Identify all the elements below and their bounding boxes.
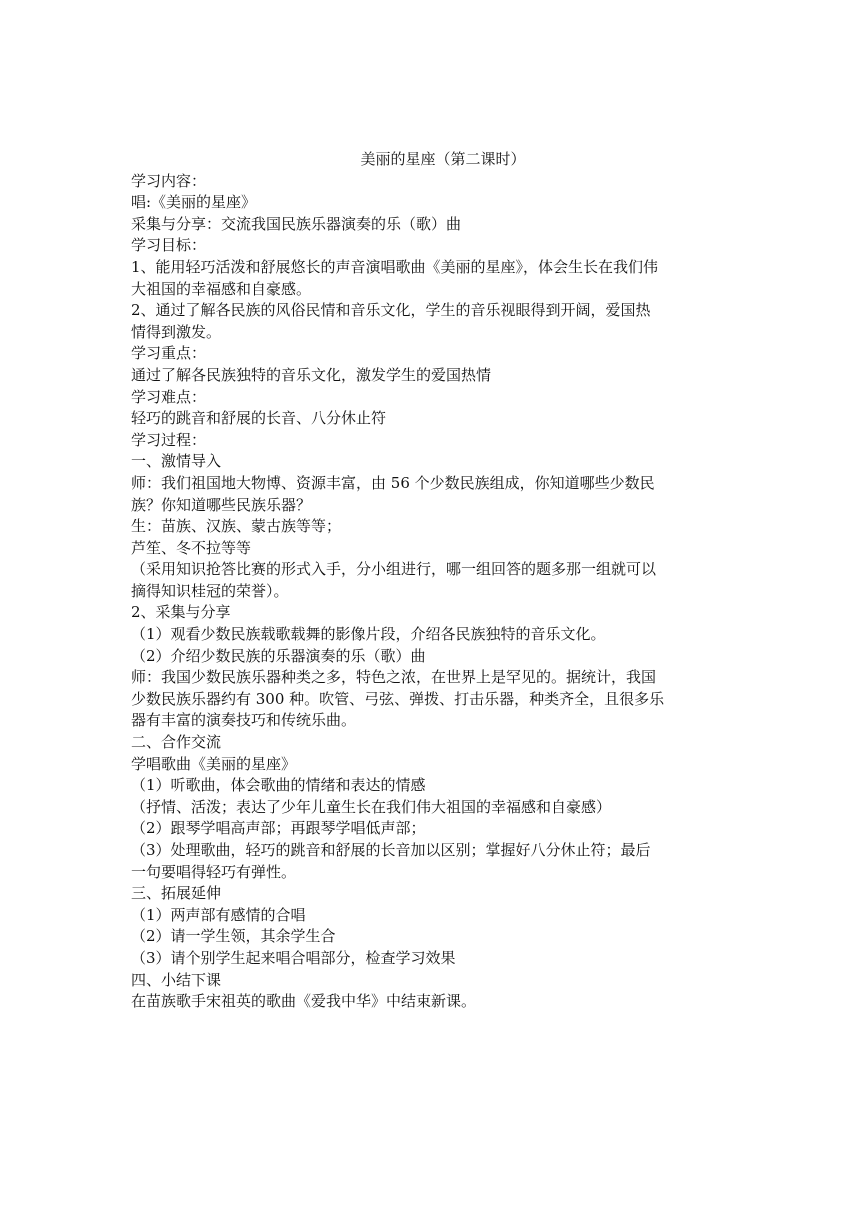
text-line: （采用知识抢答比赛的形式入手，分小组进行，哪一组回答的题多那一组就可以 [131, 560, 657, 579]
text-line: 轻巧的跳音和舒展的长音、八分休止符 [131, 409, 387, 428]
text-line: 学习内容： [131, 171, 207, 190]
text-line: 2、采集与分享 [131, 603, 231, 622]
text-line: （2）请一学生领，其余学生合 [131, 927, 336, 946]
text-line: 少数民族乐器约有 300 种。吹管、弓弦、弹拨、打击乐器，种类齐全，且很多乐 [131, 689, 665, 708]
text-line: 师：我国少数民族乐器种类之多，特色之浓，在世界上是罕见的。据统计，我国 [131, 668, 657, 687]
text-line: 生：苗族、汉族、蒙古族等等； [131, 517, 342, 536]
text-line: 通过了解各民族独特的音乐文化，激发学生的爱国热情 [131, 365, 492, 384]
text-line: 学习难点： [131, 387, 207, 406]
text-line: 学习过程： [131, 430, 207, 449]
text-line: 器有丰富的演奏技巧和传统乐曲。 [131, 711, 357, 730]
text-line: 师：我们祖国地大物博、资源丰富，由 56 个少数民族组成，你知道哪些少数民 [131, 473, 655, 492]
text-line: （1）两声部有感情的合唱 [131, 905, 306, 924]
text-line: 采集与分享：交流我国民族乐器演奏的乐（歌）曲 [131, 214, 462, 233]
document-body [131, 149, 731, 1013]
text-line: 一句要唱得轻巧有弹性。 [131, 862, 297, 881]
text-line: 族？你知道哪些民族乐器？ [131, 495, 312, 514]
text-line: 大祖国的幸福感和自豪感。 [131, 279, 312, 298]
text-line: （2）跟琴学唱高声部；再跟琴学唱低声部； [131, 819, 426, 838]
text-line: 2、通过了解各民族的风俗民情和音乐文化，学生的音乐视眼得到开阔，爱国热 [131, 301, 651, 320]
text-line: 一、激情导入 [131, 452, 222, 471]
text-line: （3）请个别学生起来唱合唱部分，检查学习效果 [131, 948, 456, 967]
text-line: 摘得知识桂冠的荣誉）。 [131, 581, 289, 600]
text-line: （抒情、活泼；表达了少年儿童生长在我们伟大祖国的幸福感和自豪感） [131, 797, 612, 816]
document-title: 美丽的星座（第二课时） [360, 150, 526, 168]
text-line: 情得到激发。 [131, 322, 222, 341]
text-line: 学习重点： [131, 344, 207, 363]
text-line: 学唱歌曲《美丽的星座》 [131, 754, 297, 773]
text-line: （3）处理歌曲，轻巧的跳音和舒展的长音加以区别；掌握好八分休止符；最后 [131, 841, 651, 859]
text-line: 三、拓展延伸 [131, 884, 222, 903]
text-line: （2）介绍少数民族的乐器演奏的乐（歌）曲 [131, 646, 426, 665]
text-line: 芦笙、冬不拉等等 [131, 538, 252, 557]
text-line: 二、合作交流 [131, 733, 222, 752]
text-line: 在苗族歌手宋祖英的歌曲《爱我中华》中结束新课。 [131, 992, 477, 1011]
text-line: 1、能用轻巧活泼和舒展悠长的声音演唱歌曲《美丽的星座》，体会生长在我们伟 [131, 257, 659, 276]
text-line: （1）观看少数民族载歌载舞的影像片段，介绍各民族独特的音乐文化。 [131, 625, 606, 644]
text-line: 唱:《美丽的星座》 [131, 193, 257, 212]
text-line: 四、小结下课 [131, 970, 222, 989]
text-line: （1）听歌曲，体会歌曲的情绪和表达的情感 [131, 776, 426, 795]
text-line: 学习目标： [131, 236, 207, 255]
